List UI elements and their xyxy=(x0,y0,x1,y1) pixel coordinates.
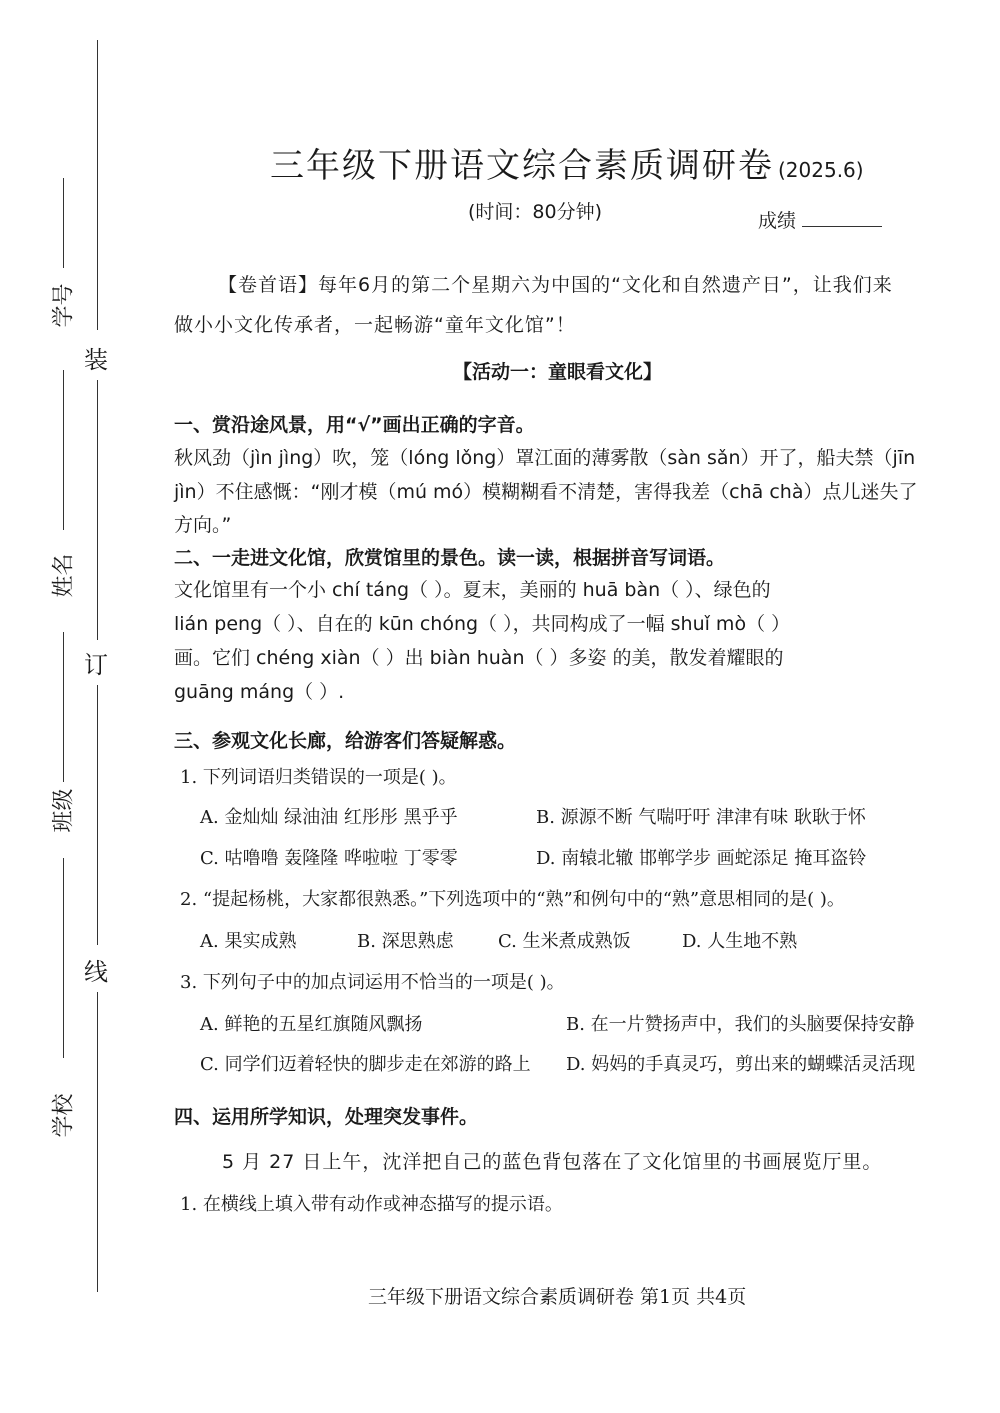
name-label: 姓名 xyxy=(51,553,77,598)
q2-line-4: guāng máng（ ）. xyxy=(174,681,345,703)
q2-line-1: 文化馆里有一个小 chí táng（ ）。夏末，美丽的 huā bàn（ ）、绿色的 xyxy=(174,579,771,601)
score-blank[interactable] xyxy=(802,208,882,227)
q1-line-1: 秋风劲（jìn jìng）吹，笼（lóng lǒng）罩江面的薄雾散（sàn sǎn）开了，船夫禁（jīn xyxy=(174,447,916,469)
q3-sub-3-option-a: A. 鲜艳的五星红旗随风飘扬 xyxy=(200,1014,423,1035)
student-id-underline xyxy=(63,178,64,268)
binding-line-top xyxy=(97,40,98,330)
q4-sub-1: 1. 在横线上填入带有动作或神态描写的提示语。 xyxy=(180,1194,563,1215)
q1-heading: 一、赏沿途风景，用“√”画出正确的字音。 xyxy=(174,414,535,436)
q1-line-2: jìn）不住感慨：“刚才模（mú mó）模糊糊看不清楚，害得我差（chā chà）点儿迷失了 xyxy=(174,481,918,503)
q3-sub-2-option-c: C. 生米煮成熟饭 xyxy=(498,931,631,952)
q2-heading: 二、一走进文化馆，欣赏馆里的景色。读一读，根据拼音写词语。 xyxy=(174,547,726,569)
intro-line-2: 做小小文化传承者，一起畅游“童年文化馆”！ xyxy=(174,314,576,336)
exam-date: (2025.6) xyxy=(778,158,864,182)
score-field xyxy=(758,206,882,233)
q3-sub-3-option-b: B. 在一片赞扬声中，我们的头脑要保持安静 xyxy=(566,1014,915,1035)
student-id-underline-2 xyxy=(63,370,64,530)
q3-sub-1: 1. 下列词语归类错误的一项是( )。 xyxy=(180,767,457,788)
q3-sub-3-option-c: C. 同学们迈着轻快的脚步走在郊游的路上 xyxy=(200,1054,531,1075)
q3-sub-1-option-b: B. 源源不断 气喘吁吁 津津有味 耿耿于怀 xyxy=(536,807,866,828)
class-underline xyxy=(63,858,64,1058)
class-label: 班级 xyxy=(51,788,77,833)
name-underline xyxy=(63,632,64,782)
q3-sub-3-option-d: D. 妈妈的手真灵巧，剪出来的蝴蝶活灵活现 xyxy=(566,1054,916,1075)
seal-xian: 线 xyxy=(84,958,108,986)
binding-line-mid2 xyxy=(97,685,98,945)
binding-line-bottom xyxy=(97,992,98,1292)
page-footer: 三年级下册语文综合素质调研卷 第1页 共4页 xyxy=(368,1286,747,1308)
seal-zhuang: 装 xyxy=(84,346,108,374)
student-id-label: 学号 xyxy=(51,283,77,328)
activity-1-heading: 【活动一：童眼看文化】 xyxy=(453,361,663,383)
q3-sub-2: 2. “提起杨桃，大家都很熟悉。”下列选项中的“熟”和例句中的“熟”意思相同的是( )。 xyxy=(180,889,845,910)
q3-sub-2-option-b: B. 深思熟虑 xyxy=(357,931,454,952)
q3-sub-1-option-c: C. 咕噜噜 轰隆隆 哗啦啦 丁零零 xyxy=(200,848,458,869)
time-limit: (时间：80分钟) xyxy=(468,201,603,223)
q4-story: 5 月 27 日上午，沈洋把自己的蓝色背包落在了文化馆里的书画展览厅里。 xyxy=(222,1151,883,1173)
q3-sub-2-option-d: D. 人生地不熟 xyxy=(682,931,798,952)
q2-line-3: 画。它们 chéng xiàn（ ）出 biàn huàn（ ）多姿 的美，散发着耀眼的 xyxy=(174,647,784,669)
q1-line-3: 方向。” xyxy=(174,514,232,536)
title-text: 三年级下册语文综合素质调研卷 xyxy=(270,146,774,186)
q3-sub-2-option-a: A. 果实成熟 xyxy=(200,931,297,952)
page-title xyxy=(270,138,864,187)
score-label: 成绩 xyxy=(758,210,797,232)
q2-line-2: lián peng（ ）、自在的 kūn chóng（ ），共同构成了一幅 shuǐ mò（ ） xyxy=(174,613,791,635)
q3-sub-3: 3. 下列句子中的加点词运用不恰当的一项是( )。 xyxy=(180,972,565,993)
q3-sub-1-option-d: D. 南辕北辙 邯郸学步 画蛇添足 掩耳盗铃 xyxy=(536,848,867,869)
school-label: 学校 xyxy=(51,1093,77,1138)
q3-heading: 三、参观文化长廊，给游客们答疑解惑。 xyxy=(174,730,517,752)
intro-line-1: 【卷首语】每年6月的第二个星期六为中国的“文化和自然遗产日”，让我们来 xyxy=(218,274,893,296)
binding-line-mid1 xyxy=(97,380,98,640)
q4-heading: 四、运用所学知识，处理突发事件。 xyxy=(174,1106,479,1128)
q3-sub-1-option-a: A. 金灿灿 绿油油 红彤彤 黑乎乎 xyxy=(200,807,458,828)
seal-ding: 订 xyxy=(84,651,108,679)
